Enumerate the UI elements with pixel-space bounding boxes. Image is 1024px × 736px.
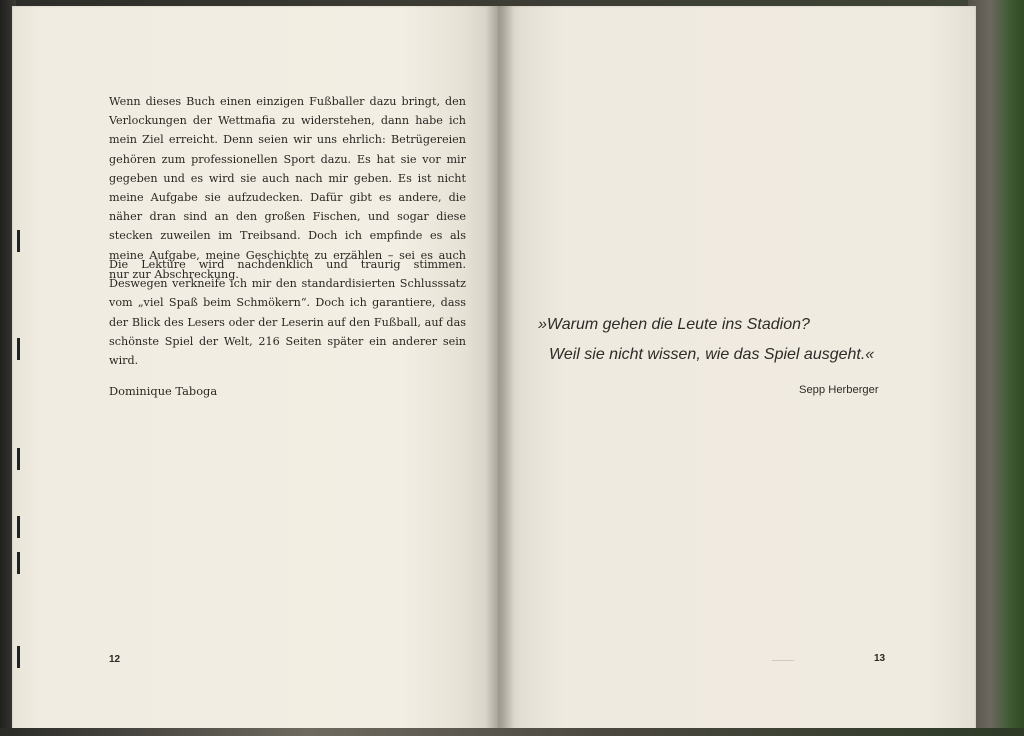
edge-mark [17,516,20,538]
author-signature: Dominique Taboga [109,384,218,398]
edge-mark [17,646,20,668]
faint-mark [772,660,794,661]
quote-line-1: »Warum gehen die Leute ins Stadion? [538,316,810,333]
quote-line-2: Weil sie nicht wissen, wie das Spiel ausgeht.« [549,346,875,363]
book-cover-edge [968,0,1024,736]
edge-mark [17,552,20,574]
quote-author: Sepp Herberger [799,384,879,396]
bottom-edge [0,728,1024,736]
page-number-right: 13 [874,653,886,664]
edge-mark [17,230,20,252]
body-paragraph-2: Die Lektüre wird nachdenklich und traurig stimmen. Deswegen verkneife ich mir den standardisierten Schlusssatz vom „viel Spaß beim Schmökern“. Doch ich garantiere, dass der Blick des Lesers oder der Leserin auf den Fußball, auf das schönste Spiel der Welt, 216 Seiten später ein anderer sein wird. [109,258,466,368]
body-paragraph-1: Wenn dieses Buch einen einzigen Fußballer dazu bringt, den Verlockungen der Wettmafia zu widerstehen, dann habe ich mein Ziel erreicht. Denn seien wir uns ehrlich: Betrügereien gehören zum professionellen Sport dazu. Es hat sie vor mir gegeben und es wird sie auch nach mir geben. Es ist nicht meine Aufgabe sie aufzudecken. Dafür gibt es andere, die näher dran sind an den großen Fischen, und sogar diese stecken zuweilen im Treibsand. Doch ich empfinde es als meine Aufgabe, meine Geschichte zu erzählen – sei es auch nur zur Abschreckung. [109,95,466,281]
right-page [498,6,976,730]
edge-mark [17,338,20,360]
book-gutter [486,6,514,730]
page-number-left: 12 [109,654,121,665]
edge-mark [17,448,20,470]
